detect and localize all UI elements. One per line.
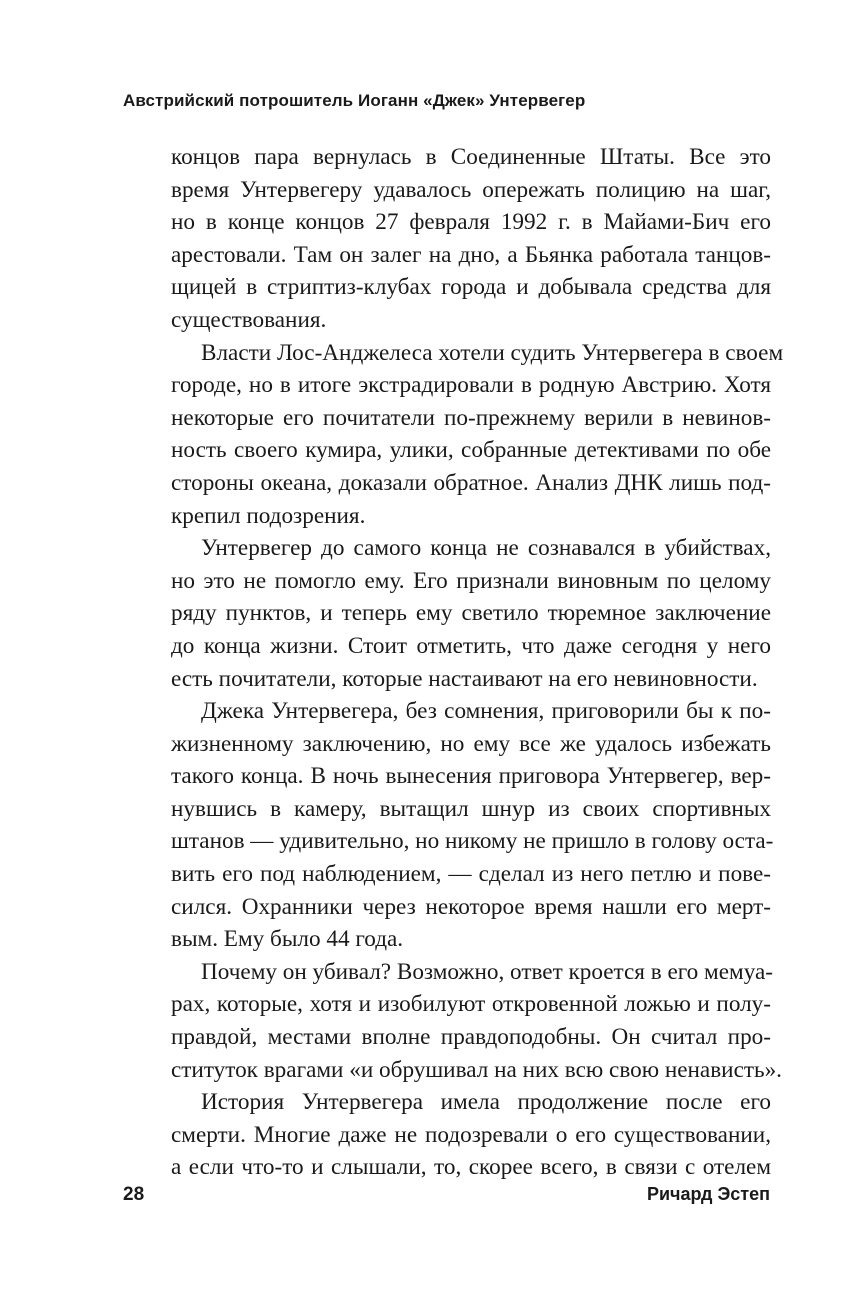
text-line: некоторые его почитатели по-прежнему верили в невинов- — [171, 404, 771, 431]
text-line: ституток врагами «и обрушивал на них всю свою ненависть». — [171, 1056, 782, 1083]
text-line: ряду пунктов, и теперь ему светило тюремное заключение — [171, 600, 771, 627]
text-line: крепил подозрения. — [171, 502, 366, 529]
paragraph-first-line: Власти Лос-Анджелеса хотели судить Унтервегера в своем — [201, 339, 784, 366]
text-line: есть почитатели, которые настаивают на его невиновности. — [171, 665, 758, 692]
text-line: вить его под наблюдением, — сделал из него петлю и пове- — [171, 861, 771, 888]
text-line: городе, но в итоге экстрадировали в родную Австрию. Хотя — [171, 372, 771, 399]
text-line: нувшись в камеру, вытащил шнур из своих спортивных — [171, 795, 771, 822]
page-number: 28 — [123, 1184, 145, 1205]
body-text — [171, 141, 784, 1184]
text-line: правдой, местами вполне правдоподобны. Он считал про- — [171, 1024, 771, 1051]
text-line: стороны океана, доказали обратное. Анализ ДНК лишь под- — [171, 469, 771, 496]
text-line: такого конца. В ночь вынесения приговора Унтервегер, вер- — [171, 763, 771, 790]
text-line: арестовали. Там он залег на дно, а Бьянка работала танцов- — [171, 241, 771, 268]
text-line: смерти. Многие даже не подозревали о его существовании, — [171, 1121, 771, 1148]
text-line: сился. Охранники через некоторое время нашли его мерт- — [171, 893, 771, 920]
text-line: концов пара вернулась в Соединенные Штаты. Все это — [171, 144, 771, 170]
text-line: существования. — [171, 306, 327, 333]
text-line: вым. Ему было 44 года. — [171, 926, 404, 953]
running-head-title: Австрийский потрошитель Иоганн «Джек» Унтервегер — [123, 91, 586, 110]
text-line: но это не помогло ему. Его признали виновным по целому — [171, 567, 771, 594]
text-line: до конца жизни. Стоит отметить, что даже сегодня у него — [171, 632, 771, 659]
text-line: рах, которые, хотя и изобилуют откровенной ложью и полу- — [171, 991, 771, 1018]
paragraph-first-line: Унтервегер до самого конца не сознавался в убийствах, — [201, 535, 771, 562]
text-line: ность своего кумира, улики, собранные детективами по обе — [171, 437, 771, 464]
text-line: штанов — удивительно, но никому не пришло в голову оста- — [171, 828, 774, 855]
text-line: щицей в стриптиз-клубах города и добывала средства для — [171, 274, 771, 301]
paragraph-first-line: Джека Унтервегера, без сомнения, приговорили бы к по- — [201, 698, 771, 725]
paragraph-first-line: История Унтервегера имела продолжение после его — [201, 1089, 771, 1116]
text-line: жизненному заключению, но ему все же удалось избежать — [171, 730, 771, 757]
text-line: но в конце концов 27 февраля 1992 г. в Майами-Бич его — [171, 209, 771, 236]
paragraph-first-line: Почему он убивал? Возможно, ответ кроется в его мемуа- — [201, 958, 773, 985]
text-line: время Унтервегеру удавалось опережать полицию на шаг, — [171, 176, 771, 203]
text-line: а если что-то и слышали, то, скорее всего, в связи с отелем — [171, 1154, 771, 1181]
footer-author: Ричард Эстеп — [646, 1184, 770, 1204]
